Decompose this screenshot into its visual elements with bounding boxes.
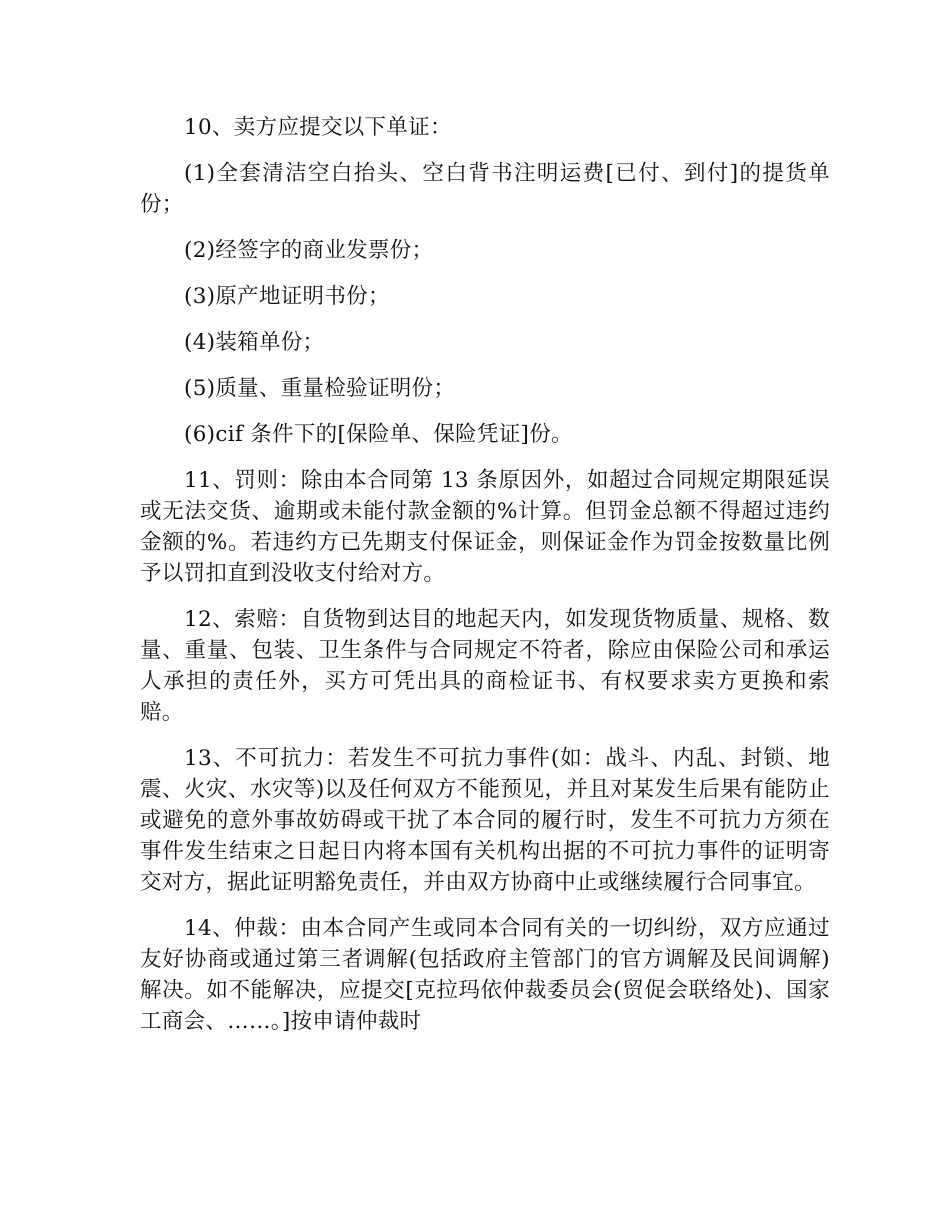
document-item-6: (6)cif 条件下的[保险单、保险凭证]份。 [184, 422, 573, 447]
document-item-1: (1)全套清洁空白抬头、空白背书注明运费[已付、到付]的提货单份； [140, 161, 830, 217]
document-item-5: (5)质量、重量检验证明份； [184, 376, 456, 401]
document-item-3: (3)原产地证明书份； [184, 284, 390, 309]
clause-12-claims: 12、索赔：自货物到达目的地起天内，如发现货物质量、规格、数量、重量、包装、卫生条件与合同规定不符者，除应由保险公司和承运人承担的责任外，买方可凭出具的商检证书、有权要求卖方更换和索赔。 [140, 607, 830, 725]
document-item-4: (4)装箱单份； [184, 330, 325, 355]
clause-13-force-majeure: 13、不可抗力：若发生不可抗力事件(如：战斗、内乱、封锁、地震、火灾、水灾等)以及任何双方不能预见，并且对某发生后果有能防止或避免的意外事故妨碍或干扰了本合同的履行时，发生不可抗力方须在事件发生结束之日起日内将本国有关机构出据的不可抗力事件的证明寄交对方，据此证明豁免责任，并由双方协商中止或继续履行合同事宜。 [140, 746, 830, 895]
document-body [140, 112, 830, 1037]
clause-11-penalty: 11、罚则：除由本合同第 13 条原因外，如超过合同规定期限延误或无法交货、逾期或未能付款金额的%计算。但罚金总额不得超过违约金额的%。若违约方已先期支付保证金，则保证金作为罚金按数量比例予以罚扣直到没收支付给对方。 [140, 468, 830, 586]
document-item-2: (2)经签字的商业发票份； [184, 238, 434, 263]
clause-14-arbitration: 14、仲裁：由本合同产生或同本合同有关的一切纠纷，双方应通过友好协商或通过第三者调解(包括政府主管部门的官方调解及民间调解)解决。如不能解决，应提交[克拉玛依仲裁委员会(贸促会联络处)、国家工商会、……。]按申请仲裁时 [140, 916, 830, 1034]
clause-10-heading: 10、卖方应提交以下单证： [184, 115, 452, 140]
